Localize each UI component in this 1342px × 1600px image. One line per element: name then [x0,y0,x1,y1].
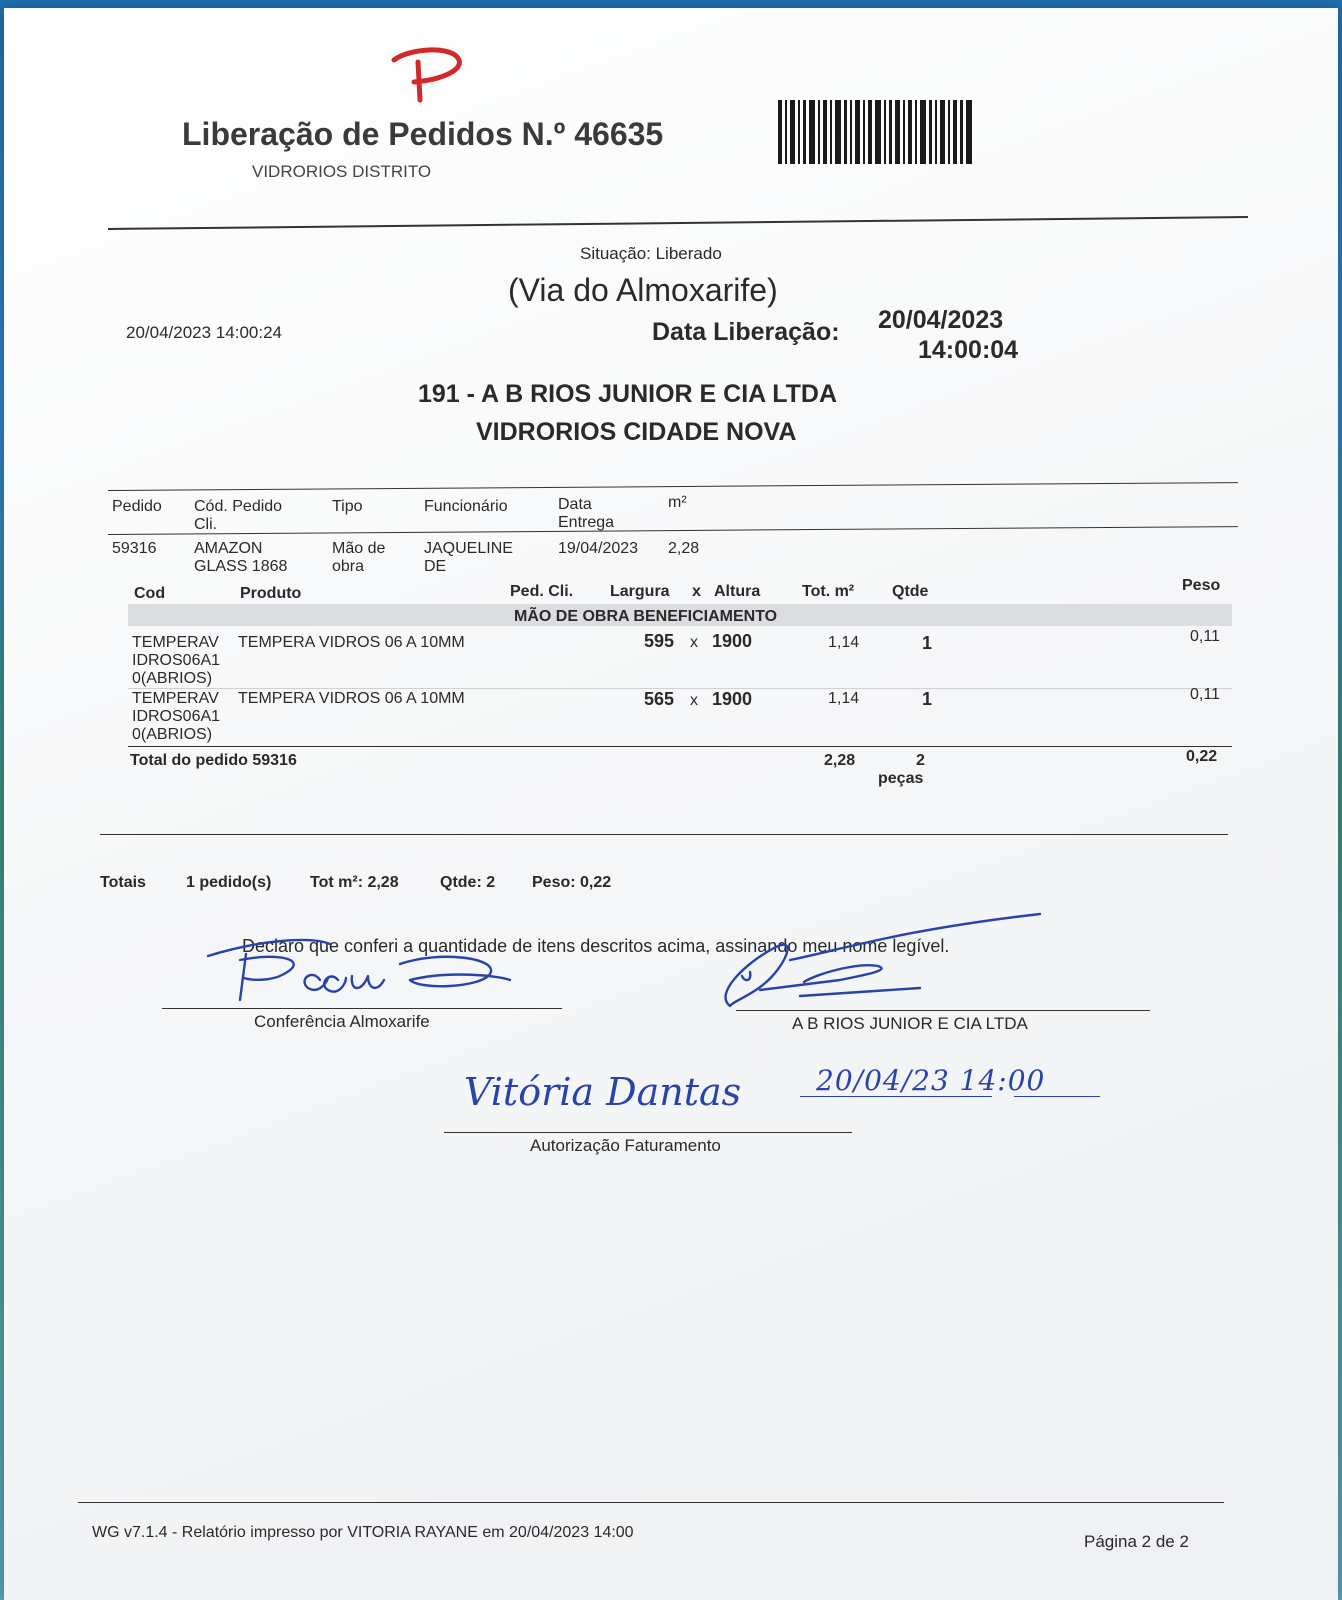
item-header-produto: Produto [240,585,302,602]
client-branch: VIDRORIOS CIDADE NOVA [476,418,797,446]
release-time: 14:00:04 [918,336,1019,364]
item-2-qtde: 1 [922,689,933,709]
items-total-border [128,746,1232,747]
authorization-signature: Vitória Dantas [464,1070,742,1114]
copy-label: (Via do Almoxarife) [508,272,778,308]
handwritten-datetime: 20/04/23 14:00 [816,1064,1046,1097]
item-2-largura: 565 [644,689,675,709]
status-text: Situação: Liberado [580,244,722,263]
order-total-pecas: peças [878,770,924,787]
client-name: 191 - A B RIOS JUNIOR E CIA LTDA [418,380,838,408]
order-m2: 2,28 [668,540,700,557]
item-2-tot-m2: 1,14 [828,690,860,707]
order-total-m2: 2,28 [824,752,856,769]
order-data-entrega: 19/04/2023 [558,540,639,557]
item-1-produto: TEMPERA VIDROS 06 A 10MM [238,634,465,651]
order-pedido: 59316 [112,540,157,557]
order-total-qtde: 2 [916,752,925,769]
item-1-cod: TEMPERAV IDROS06A1 0(ABRIOS) [132,634,221,687]
footer-divider [78,1502,1224,1503]
handwritten-p-mark [380,40,470,110]
almoxarife-signature [200,930,530,1010]
order-tipo: Mão de obra [332,540,386,575]
authorization-signature-line [444,1132,852,1133]
item-1-largura: 595 [644,631,675,651]
item-header-qtde: Qtde [892,583,929,600]
order-total-label: Total do pedido 59316 [130,752,297,769]
authorization-label: Autorização Faturamento [530,1136,721,1155]
almoxarife-signature-line [162,1008,562,1009]
order-cod-pedido: AMAZON GLASS 1868 [194,540,288,575]
col-header-funcionario: Funcionário [424,498,508,515]
totals-divider [100,834,1228,835]
item-row-divider [128,688,1232,689]
report-title: Liberação de Pedidos N.º 46635 [182,116,664,152]
item-2-x: x [690,692,698,709]
handwritten-date-underline [800,1096,992,1097]
item-1-tot-m2: 1,14 [828,634,860,651]
item-2-altura: 1900 [712,689,753,709]
group-label: MÃO DE OBRA BENEFICIAMENTO [514,608,778,625]
totals-label: Totais [100,874,146,891]
item-2-cod: TEMPERAV IDROS06A1 0(ABRIOS) [132,690,221,743]
totals-tot-m2: Tot m²: 2,28 [310,874,399,891]
page-number: Página 2 de 2 [1084,1532,1189,1551]
order-funcionario: JAQUELINE DE [424,540,513,575]
client-signature-label: A B RIOS JUNIOR E CIA LTDA [792,1014,1028,1033]
company-name: VIDRORIOS DISTRITO [252,162,432,181]
totals-pedidos: 1 pedido(s) [186,874,272,891]
footer-printed-by: WG v7.1.4 - Relatório impresso por VITORIA RAYANE em 20/04/2023 14:00 [92,1524,634,1541]
item-1-altura: 1900 [712,631,753,651]
declaration-text: Declaro que conferi a quantidade de itens descritos acima, assinando meu nome legível. [242,936,950,956]
printed-at: 20/04/2023 14:00:24 [126,323,282,342]
item-header-largura: Largura [610,583,670,600]
col-header-tipo: Tipo [332,498,363,515]
item-header-cod: Cod [134,585,166,602]
item-header-altura: Altura [714,583,761,600]
item-2-peso: 0,11 [1190,686,1220,703]
client-signature [720,910,1060,1020]
release-label: Data Liberação: [652,318,840,346]
item-1-x: x [690,634,698,651]
col-header-data-entrega: Data Entrega [558,496,615,531]
client-signature-line [736,1010,1150,1011]
item-2-produto: TEMPERA VIDROS 06 A 10MM [238,690,465,707]
col-header-m2: m² [668,494,687,511]
item-header-ped-cli: Ped. Cli. [510,583,574,600]
col-header-cod-pedido: Cód. Pedido Cli. [194,498,283,533]
totals-qtde: Qtde: 2 [440,874,496,891]
barcode [778,100,978,164]
item-1-qtde: 1 [922,633,933,653]
order-total-peso: 0,22 [1186,748,1218,765]
almoxarife-label: Conferência Almoxarife [254,1012,430,1031]
totals-peso: Peso: 0,22 [532,874,612,891]
item-header-x: x [692,583,701,600]
handwritten-time-underline [1014,1096,1100,1097]
item-header-peso: Peso [1182,577,1221,594]
col-header-pedido: Pedido [112,498,162,515]
item-header-tot-m2: Tot. m² [802,583,855,600]
item-1-peso: 0,11 [1190,628,1220,645]
release-date: 20/04/2023 [878,306,1004,334]
